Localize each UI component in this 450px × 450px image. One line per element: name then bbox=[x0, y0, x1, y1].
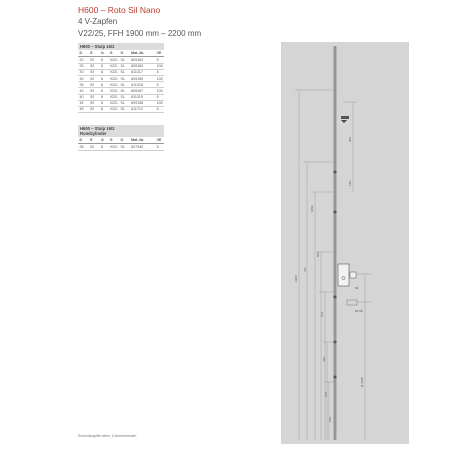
side-part bbox=[347, 300, 357, 305]
table-cell: 92 bbox=[90, 64, 95, 69]
technical-drawing-svg bbox=[281, 42, 409, 444]
table-cell: 100 bbox=[156, 64, 163, 69]
table-cell: 20 bbox=[79, 57, 84, 62]
table-title-line-2: Rundzylinder bbox=[80, 131, 107, 137]
dim-label: 210 bbox=[328, 416, 332, 422]
dim-label: Ø 1100 bbox=[360, 377, 364, 387]
table-cell: 8 bbox=[100, 107, 103, 112]
table-cell: 5 bbox=[156, 70, 159, 75]
table-cell: V22/- bbox=[109, 82, 119, 87]
table-cell: 609163 bbox=[131, 64, 144, 69]
dim-label: 278 bbox=[324, 391, 328, 397]
table-header-cell: Mat.-Nr. bbox=[131, 51, 145, 56]
table-cell: 5 bbox=[156, 144, 159, 149]
table-cell: V22/- bbox=[109, 95, 119, 100]
table-cell: 92 bbox=[90, 144, 95, 149]
dim-label: 373 bbox=[320, 311, 324, 317]
table-cell: 92 bbox=[90, 76, 95, 81]
table-cell: 92 bbox=[90, 95, 95, 100]
table-cell: 40 bbox=[79, 88, 84, 93]
dim-label: 400 bbox=[348, 136, 352, 142]
table-cell: 8 bbox=[100, 76, 103, 81]
table-cell: 100 bbox=[156, 76, 163, 81]
table-cell: V22/- bbox=[109, 57, 119, 62]
table-cell: 5 bbox=[156, 57, 159, 62]
table-cell: SL bbox=[120, 57, 125, 62]
table-cell: 100 bbox=[156, 101, 163, 106]
table-cell: V22/- bbox=[109, 70, 119, 75]
table-cell: 30 bbox=[79, 76, 84, 81]
table-cell: V22/- bbox=[109, 107, 119, 112]
table-title-line-1: H600 – Stulp 16/2 bbox=[80, 126, 115, 132]
table-header-cell: D bbox=[79, 51, 83, 56]
table-cell: 609167 bbox=[131, 88, 144, 93]
table-row bbox=[78, 107, 164, 113]
top-arrow-icon bbox=[341, 120, 347, 123]
table-cell: 8 bbox=[100, 88, 103, 93]
page-subtitle-range: V22/25, FFH 1900 mm – 2200 mm bbox=[78, 29, 202, 38]
table-header-cell: ⊙ bbox=[100, 138, 104, 143]
table-cell: V22/- bbox=[109, 76, 119, 81]
dim-label: 2200 bbox=[294, 275, 298, 282]
v-pin-icon bbox=[334, 211, 337, 214]
table-header-cell: VE bbox=[156, 51, 162, 56]
dim-label: 583 bbox=[316, 251, 320, 257]
table-cell: SL bbox=[120, 107, 125, 112]
table-cell: 35 bbox=[79, 144, 84, 149]
table-cell: 92 bbox=[90, 70, 95, 75]
table-header-row bbox=[78, 50, 164, 57]
v-pin-icon bbox=[334, 376, 337, 379]
table-header-cell: E bbox=[90, 51, 93, 56]
table-cell: SL bbox=[120, 88, 125, 93]
table-cell: 92 bbox=[90, 101, 95, 106]
table-cell: V22/- bbox=[109, 144, 119, 149]
table-header-cell: Mat.-Nr. bbox=[131, 138, 145, 143]
table-cell: 92 bbox=[90, 88, 95, 93]
dim-label: 320 bbox=[322, 356, 326, 362]
table-header-cell: G bbox=[109, 51, 113, 56]
table-header-cell: ⊙ bbox=[100, 51, 104, 56]
table-cell: 92 bbox=[90, 57, 95, 62]
footnote: Schnellzugriffe siehe „Fachmerkmale“ bbox=[78, 434, 137, 438]
table-cell: SL bbox=[120, 144, 125, 149]
v-pin-icon bbox=[334, 296, 337, 299]
table-cell: 5 bbox=[156, 95, 159, 100]
table-cell: 8 bbox=[100, 64, 103, 69]
table-cell: 8 bbox=[100, 95, 103, 100]
table-cell: SL bbox=[120, 64, 125, 69]
technical-drawing bbox=[281, 42, 409, 444]
table-cell: 627340 bbox=[131, 144, 144, 149]
page-title: H600 – Roto Sil Nano bbox=[78, 5, 161, 15]
table-cell: 45 bbox=[79, 101, 84, 106]
table-cell: 609159 bbox=[131, 76, 144, 81]
table-header-cell: D bbox=[79, 138, 83, 143]
article-table-stulp bbox=[78, 43, 164, 113]
v-pin-icon bbox=[334, 171, 337, 174]
table-title: H600 – Stulp 16/2 bbox=[78, 43, 164, 50]
article-table-rundzylinder bbox=[78, 125, 164, 151]
table-cell: 100 bbox=[156, 88, 163, 93]
table-header-cell: O bbox=[120, 51, 124, 56]
table-cell: 92 bbox=[90, 107, 95, 112]
table-cell: 45 bbox=[79, 107, 84, 112]
table-header-cell: O bbox=[120, 138, 124, 143]
table-cell: 611319 bbox=[131, 95, 143, 100]
table-cell: 40 bbox=[79, 95, 84, 100]
table-cell: 35 bbox=[79, 82, 84, 87]
table-cell: V22/- bbox=[109, 88, 119, 93]
table-cell: 611712 bbox=[131, 107, 143, 112]
dim-label: 183 bbox=[348, 180, 352, 186]
table-cell: V22/- bbox=[109, 101, 119, 106]
table-cell: 5 bbox=[156, 82, 159, 87]
table-header-cell: VE bbox=[156, 138, 162, 143]
table-header-cell: G bbox=[109, 138, 113, 143]
table-cell: 8 bbox=[100, 57, 103, 62]
dim-label: 92 58 bbox=[355, 309, 363, 313]
table-cell: 25 bbox=[79, 64, 84, 69]
table-cell: SL bbox=[120, 101, 125, 106]
page-subtitle: 4 V-Zapfen bbox=[78, 17, 118, 26]
table-cell: SL bbox=[120, 76, 125, 81]
table-cell: 8 bbox=[100, 144, 103, 149]
table-cell: 8 bbox=[100, 101, 103, 106]
table-cell: 611318 bbox=[131, 82, 143, 87]
table-title bbox=[78, 125, 164, 137]
table-cell: SL bbox=[120, 82, 125, 87]
table-cell: 609163 bbox=[131, 57, 144, 62]
dim-label: 1052 bbox=[310, 205, 314, 212]
handle-cutout bbox=[350, 272, 356, 278]
table-cell: 92 bbox=[90, 82, 95, 87]
top-hook bbox=[341, 116, 349, 119]
dim-label: 92 bbox=[355, 286, 359, 290]
table-cell: 30 bbox=[79, 70, 84, 75]
table-cell: 8 bbox=[100, 82, 103, 87]
table-header-row bbox=[78, 137, 164, 144]
table-cell: SL bbox=[120, 95, 125, 100]
table-row bbox=[78, 144, 164, 150]
gearbox bbox=[338, 264, 349, 286]
table-header-cell: E bbox=[90, 138, 93, 143]
table-cell: 609158 bbox=[131, 101, 144, 106]
dim-label: 711 bbox=[303, 267, 307, 272]
table-cell: 5 bbox=[156, 107, 159, 112]
dimension-labels bbox=[294, 137, 364, 422]
table-cell: V22/- bbox=[109, 64, 119, 69]
table-cell: 611317 bbox=[131, 70, 143, 75]
table-cell: SL bbox=[120, 70, 125, 75]
table-cell: 8 bbox=[100, 70, 103, 75]
